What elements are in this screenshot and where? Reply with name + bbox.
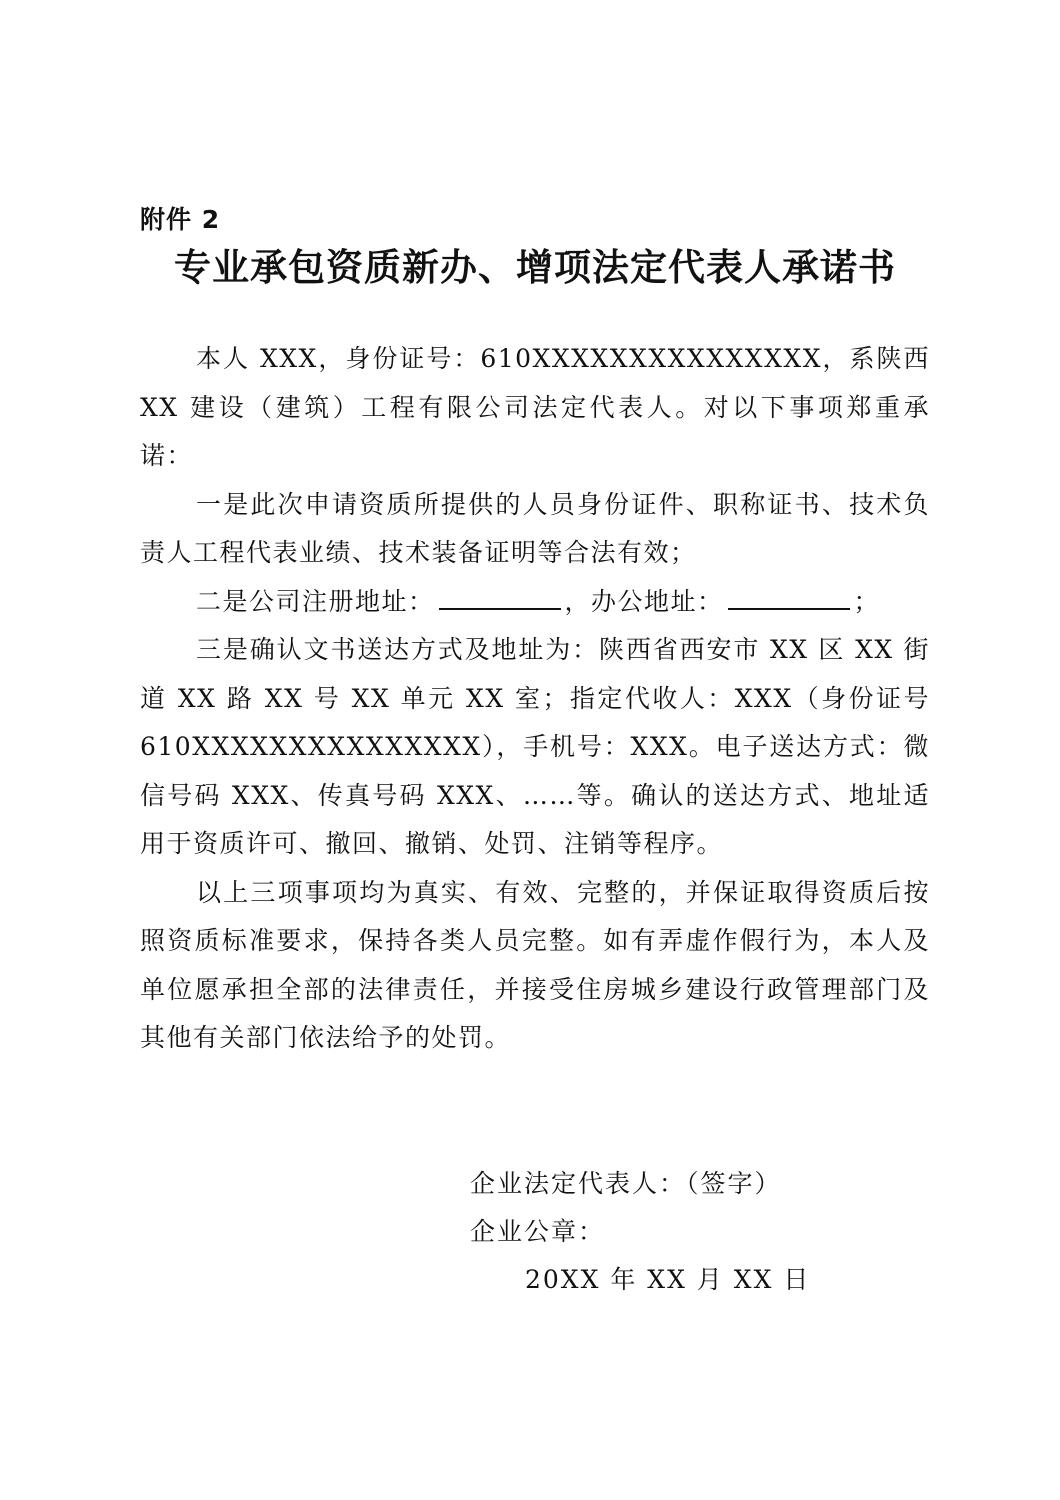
signature-date: 20XX 年 XX 月 XX 日 — [525, 1265, 811, 1294]
paragraph-item-3: 三是确认文书送达方式及地址为：陕西省西安市 XX 区 XX 街道 XX 路 XX 号 XX 单元 XX 室；指定代收人：XXX（身份证号 610XXXXXXXXXXXXXXX），手机号：XXX。电子送达方式：微信号码 XXX、传真号码 XXX、……等。确认的送达方式、地址适用于资质许可、撤回、撤销、处罚、注销等程序。 — [140, 635, 930, 858]
item-2-end-punct: ； — [853, 586, 881, 616]
paragraph-closing: 以上三项事项均为真实、有效、完整的，并保证取得资质后按照资质标准要求，保持各类人员完整。如有弄虚作假行为，本人及单位愿承担全部的法律责任，并接受住房城乡建设行政管理部门及其他有关部门依法给予的处罚。 — [140, 877, 930, 1052]
registered-address-blank — [439, 586, 561, 610]
paragraph-item-2 — [140, 578, 930, 627]
document-title: 专业承包资质新办、增项法定代表人承诺书 — [174, 245, 896, 289]
registered-address-label: 二是公司注册地址： — [196, 586, 435, 616]
office-address-label: ，办公地址： — [564, 586, 724, 616]
office-address-blank — [728, 586, 850, 610]
document-body — [140, 335, 930, 1063]
company-seal: 企业公章： — [470, 1217, 606, 1246]
paragraph-item-1: 一是此次申请资质所提供的人员身份证件、职称证书、技术负责人工程代表业绩、技术装备证明等合法有效； — [140, 489, 930, 567]
paragraph-intro: 本人 XXX，身份证号：610XXXXXXXXXXXXXXX，系陕西 XX 建设（建筑）工程有限公司法定代表人。对以下事项郑重承诺： — [140, 344, 930, 470]
attachment-label: 附件 2 — [140, 205, 221, 234]
legal-representative-signature: 企业法定代表人：（签字） — [470, 1169, 782, 1198]
signature-block — [470, 1160, 810, 1304]
